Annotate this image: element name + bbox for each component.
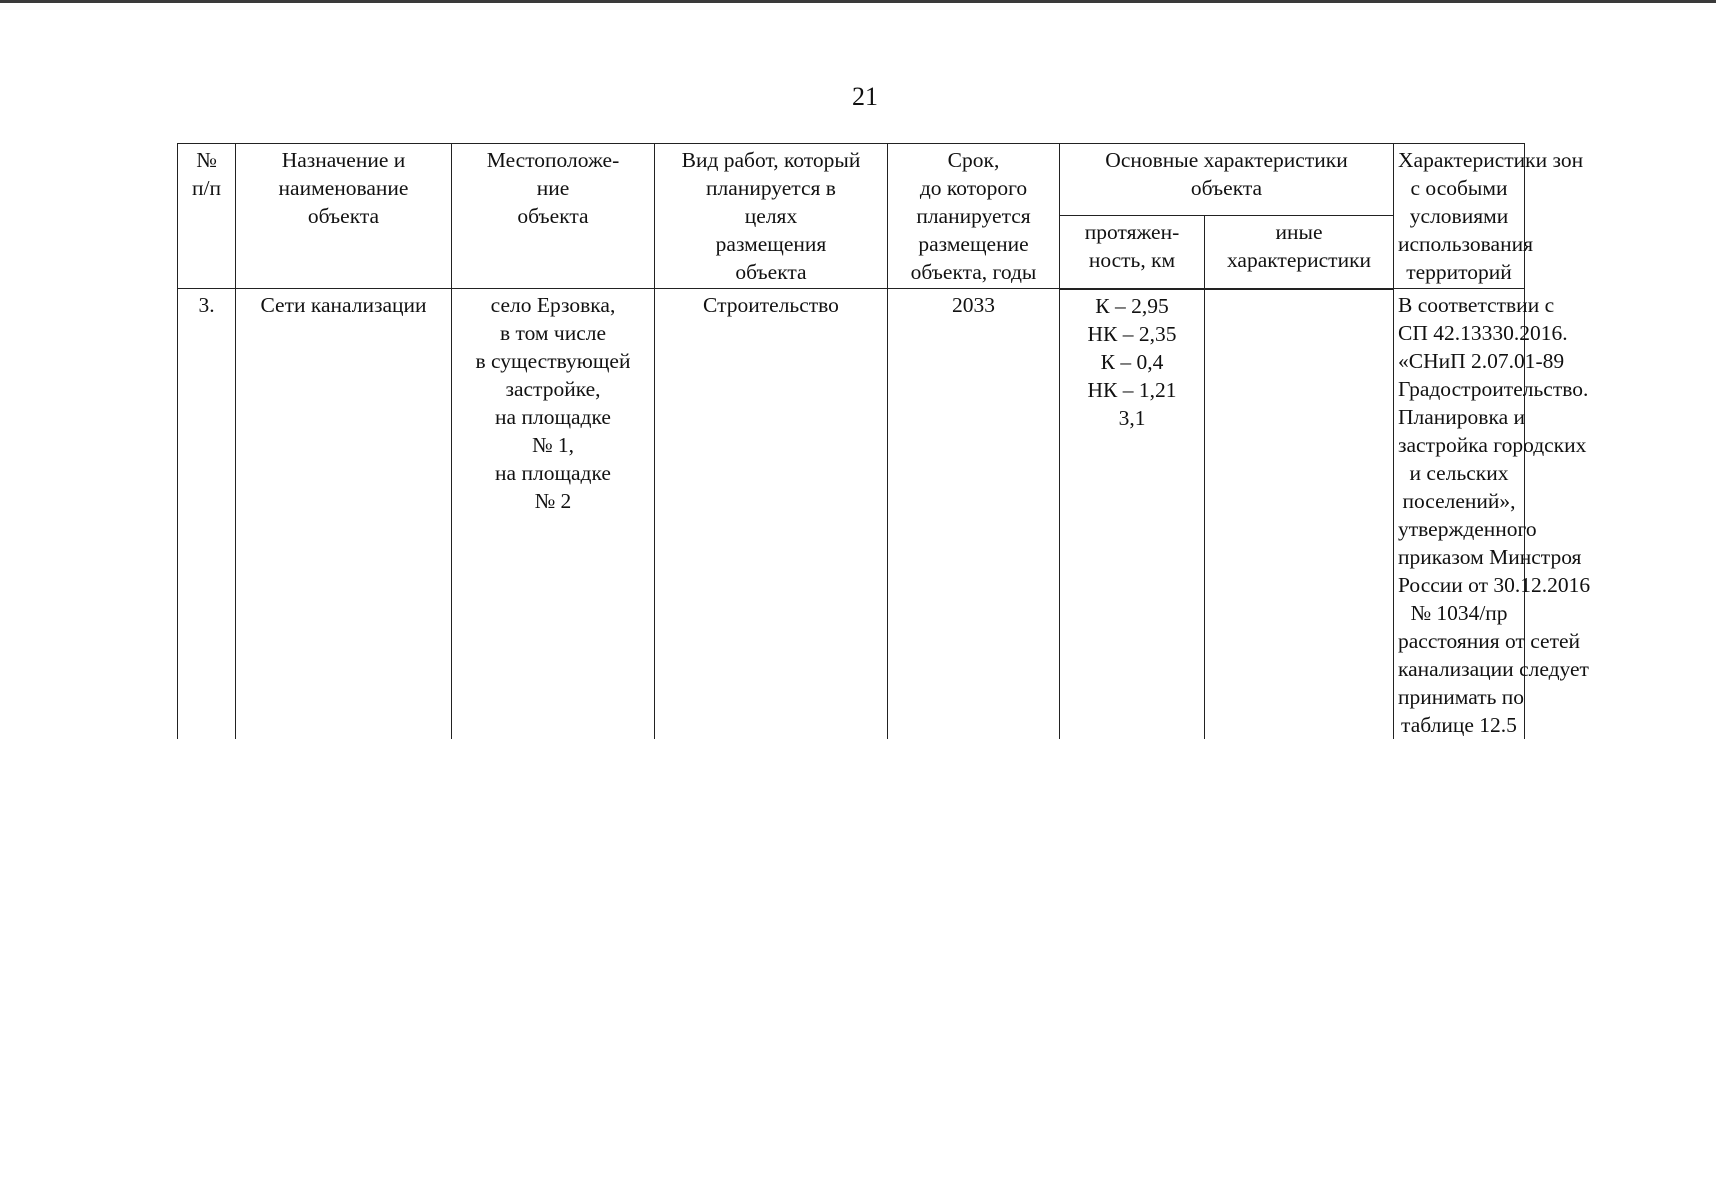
header-main-characteristics: Основные характеристики объекта — [1060, 144, 1394, 216]
cell-no: 3. — [178, 289, 236, 740]
cell-zone-characteristics: В соответствии с СП 42.13330.2016. «СНиП 2.07.01-89 Градостроительство. Планировка и застройка городских и сельских поселений», утвержденного приказом Минстроя России от 30.12.2016 № 1034/пр расстояния от сетей канализации следует принимать по таблице 12.5 — [1394, 289, 1525, 740]
table-row — [178, 289, 1525, 740]
header-length: протяжен- ность, км — [1060, 216, 1205, 289]
cell-deadline: 2033 — [888, 289, 1060, 740]
header-no: № п/п — [178, 144, 236, 289]
cell-work-type: Строительство — [655, 289, 888, 740]
header-work-type: Вид работ, который планируется в целях размещения объекта — [655, 144, 888, 289]
table-body — [178, 289, 1591, 740]
page-number: 21 — [852, 82, 878, 111]
table-header — [178, 144, 1584, 289]
cell-length: К – 2,95 НК – 2,35 К – 0,4 НК – 1,21 3,1 — [1060, 289, 1205, 740]
scan-top-edge — [0, 0, 1716, 3]
header-purpose: Назначение и наименование объекта — [236, 144, 452, 289]
cell-purpose: Сети канализации — [236, 289, 452, 740]
header-other-characteristics: иные характеристики — [1205, 216, 1394, 289]
header-zone-characteristics: Характеристики зон с особыми условиями использования территорий — [1394, 144, 1525, 289]
planned-objects-table — [177, 143, 1591, 739]
header-location: Местоположе- ние объекта — [452, 144, 655, 289]
cell-location: село Ерзовка, в том числе в существующей застройке, на площадке № 1, на площадке № 2 — [452, 289, 655, 740]
header-row-1 — [178, 144, 1525, 216]
header-deadline: Срок, до которого планируется размещение объекта, годы — [888, 144, 1060, 289]
cell-other-characteristics — [1205, 289, 1394, 740]
